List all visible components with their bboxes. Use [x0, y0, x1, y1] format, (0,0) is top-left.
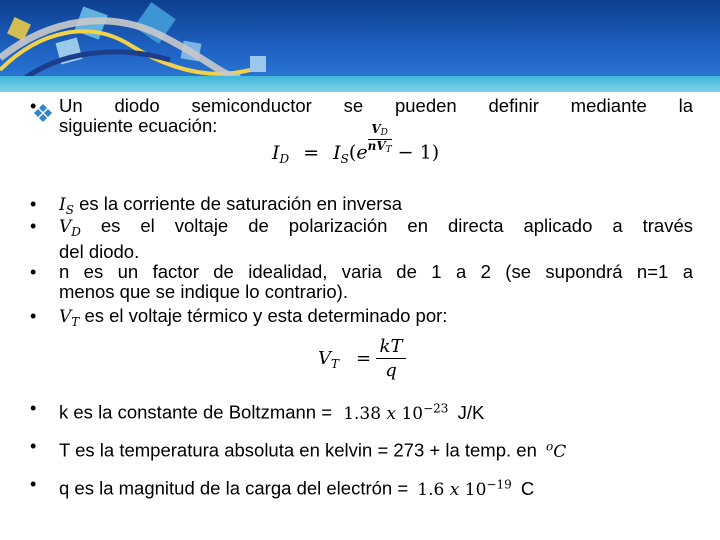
k-line: [59, 398, 693, 424]
bullet-7: •: [30, 436, 37, 456]
vd-symbol-sub: D: [71, 225, 81, 239]
diode-equation: [272, 122, 440, 170]
eq1-exp-num-sub: D: [380, 128, 388, 138]
t-line: [59, 436, 699, 462]
q-line: [59, 474, 699, 500]
k-unit: J/K: [457, 401, 485, 423]
eq1-exp-den-main: V: [376, 139, 386, 153]
vt-paragraph: [59, 306, 693, 332]
eq1-is-main: I: [333, 141, 341, 164]
q-exponent: −19: [486, 477, 512, 491]
vt-symbol: [59, 307, 79, 327]
eq1-exp-den-n: n: [367, 139, 377, 153]
q-paragraph: [59, 474, 699, 500]
bullet-1: •: [30, 96, 37, 116]
bullet-8: •: [30, 474, 37, 494]
eq1-lhs-main: I: [272, 141, 280, 164]
header-banner: [0, 0, 720, 92]
celsius-c: C: [553, 441, 567, 462]
eq1-exp-num-main: V: [371, 122, 381, 136]
q-text: q es la magnitud de la carga del electrón =: [59, 477, 409, 499]
celsius-degree: o: [546, 439, 554, 453]
eq1-open-paren: (: [348, 141, 357, 164]
q-base: 10: [464, 479, 487, 500]
intro-line-2: siguiente ecuación:: [59, 115, 218, 136]
k-times: x: [386, 403, 397, 424]
eq2-lhs: [318, 348, 339, 371]
is-symbol-main: I: [59, 195, 66, 215]
n-line-2: menos que se indique lo contrario).: [59, 281, 348, 302]
eq1-is-sub: S: [340, 151, 349, 166]
is-symbol-sub: S: [65, 203, 74, 217]
q-times: x: [449, 479, 460, 500]
bullet-6: •: [30, 398, 37, 418]
vd-symbol: [59, 217, 81, 237]
eq1-equals: =: [303, 141, 320, 164]
vt-text: es el voltaje térmico y esta determinado por:: [84, 305, 448, 326]
is-symbol: [59, 195, 74, 215]
eq1-is: [333, 142, 349, 164]
eq1-exp-den: [368, 140, 392, 156]
bullet-4: •: [30, 262, 37, 282]
eq2-denominator: q: [385, 360, 397, 381]
eq1-minus-one: − 1): [397, 141, 440, 164]
eq1-exponent: [368, 123, 392, 156]
eq2-lhs-main: V: [318, 348, 331, 369]
k-paragraph: [59, 398, 693, 424]
n-line-1: n es un factor de idealidad, varia de 1 a 2 (se supondrá n=1 a: [59, 261, 693, 282]
eq1-lhs-sub: D: [279, 151, 290, 166]
bullet-3: •: [30, 216, 37, 236]
vt-symbol-sub: T: [71, 315, 80, 329]
n-paragraph: [59, 262, 693, 302]
vd-paragraph: [59, 216, 693, 262]
vt-line: [59, 306, 693, 332]
vd-text-1: es el voltaje de polarización en directa aplicado a través: [100, 215, 693, 236]
vd-line-2: del diodo.: [59, 241, 140, 262]
t-paragraph: [59, 436, 699, 462]
q-value: [417, 477, 512, 500]
eq1-exp-den-sub: T: [385, 145, 392, 155]
bullet-5: •: [30, 306, 37, 326]
vt-symbol-main: V: [59, 307, 72, 327]
k-mantissa: 1.38: [343, 403, 382, 424]
vd-line-1: [59, 216, 693, 242]
vd-symbol-main: V: [59, 217, 72, 237]
k-value: [343, 401, 449, 424]
eq2-equals: =: [356, 348, 372, 369]
celsius-symbol: [546, 439, 567, 462]
eq1-exp-base: e: [356, 141, 368, 164]
eq2-numerator: kT: [376, 336, 406, 359]
k-text: k es la constante de Boltzmann =: [59, 401, 333, 423]
q-mantissa: 1.6: [417, 479, 445, 500]
eq2-lhs-sub: T: [331, 357, 340, 371]
k-base: 10: [401, 403, 424, 424]
eq1-exp-num: [368, 123, 392, 140]
t-text: T es la temperatura absoluta en kelvin = 273 + la temp. en: [59, 439, 537, 461]
intro-line-1: Un diodo semiconductor se pueden definir mediante la: [59, 95, 693, 116]
is-text: es la corriente de saturación en inversa: [79, 193, 402, 214]
k-exponent: −23: [423, 401, 449, 415]
banner-strip: [0, 76, 720, 92]
eq2-fraction: [376, 336, 406, 383]
eq1-lhs: [272, 142, 289, 164]
bullet-2: •: [30, 194, 37, 214]
q-unit: C: [520, 477, 535, 499]
